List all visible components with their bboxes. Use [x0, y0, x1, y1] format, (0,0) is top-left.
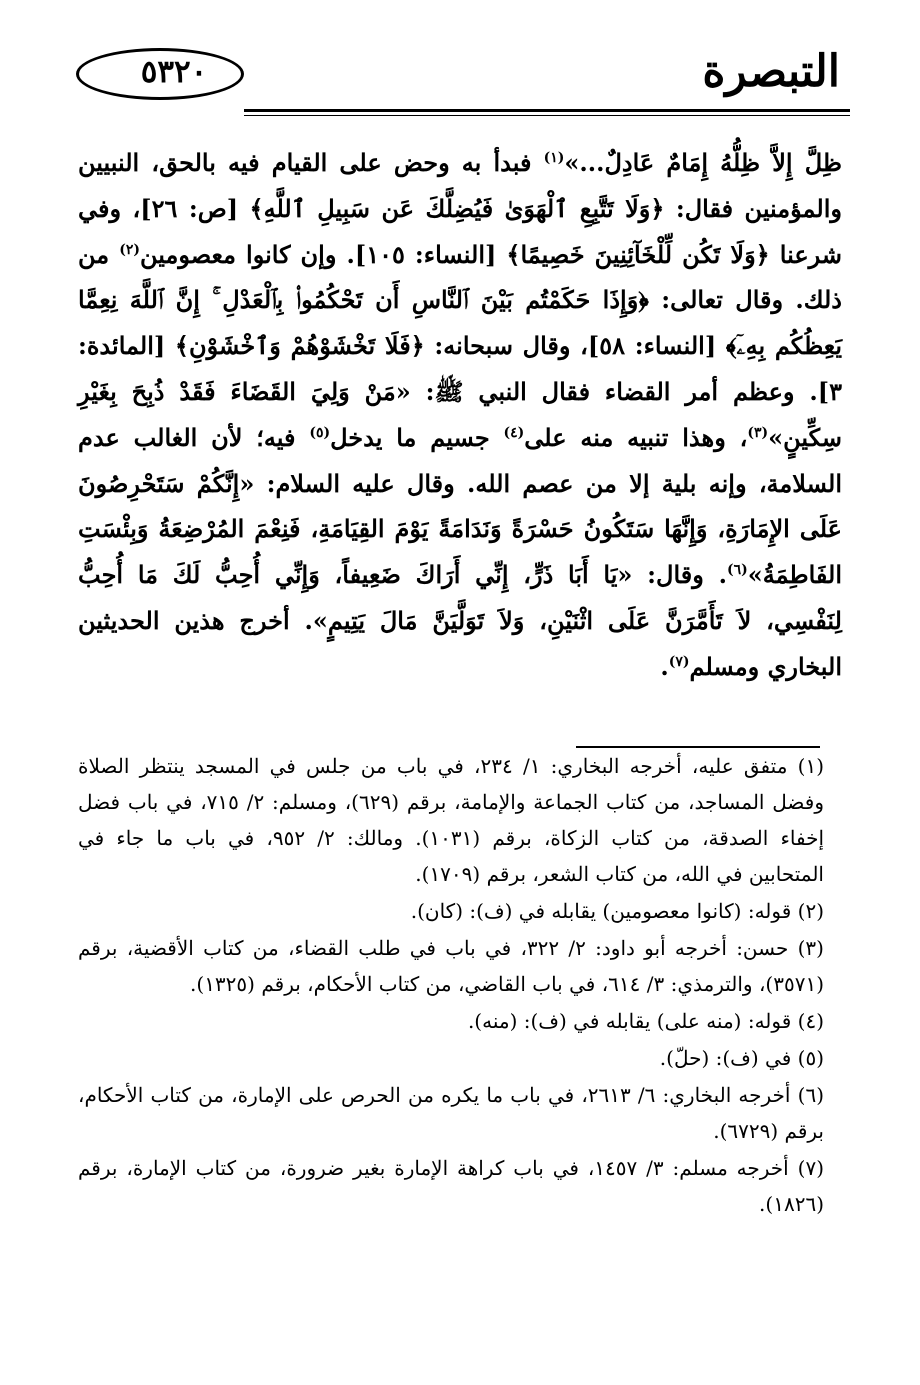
text-segment: فيه؛ لأن الغالب عدم السلامة، وإنه بلية إلا من عصم الله. وقال عليه السلام: «إِنَّكُمْ سَتَحْرِصُونَ عَلَى الإِمَارَةِ، وَإِنَّهَا سَتَكُونُ حَسْرَةً وَنَدَامَةً يَوْمَ القِيَامَةِ، فَنِعْمَ المُرْضِعَةُ وَبِئْسَتِ الفَاطِمَةُ»	[78, 422, 842, 590]
footnote-ref-4: (٤)	[503, 424, 525, 441]
header-rule	[244, 109, 850, 112]
text-segment: فبدأ به وحض على القيام فيه بالحق، النبيين والمؤمنين فقال: ﴿وَلَا تَتَّبِعِ ٱلْهَوَىٰ فَيُضِلَّكَ عَن سَبِيلِ ٱللَّهِ﴾ [ص: ٢٦]، وفي شرعنا ﴿وَلَا تَكُن لِّلْخَآئِنِينَ خَصِيمًا﴾ [النساء: ١٠٥]. وإن كانوا معصومين	[78, 148, 843, 269]
footnote-1: (١) متفق عليه، أخرجه البخاري: ١/ ٢٣٤، في باب من جلس في المسجد ينتظر الصلاة وفضل المساجد، من كتاب الجماعة والإمامة، برقم (٦٢٩)، ومسلم: ٢/ ٧١٥، في باب فضل إخفاء الصدقة، من كتاب الزكاة، برقم (١٠٣١). ومالك: ٢/ ٩٥٢، في باب ما جاء في المتحابين في الله، من كتاب الشعر، برقم (١٧٠٩).	[78, 754, 825, 886]
text-segment: من ذلك. وقال تعالى: ﴿وَإِذَا حَكَمْتُم بَيْنَ ٱلنَّاسِ أَن تَحْكُمُوا۟ بِٱلْعَدْلِ ۚ إِنَّ ٱللَّهَ نِعِمَّا يَعِظُكُم بِهِۦٓ﴾ [النساء: ٥٨]، وقال سبحانه: ﴿فَلَا تَخْشَوْهُمْ وَٱخْشَوْنِ﴾ [المائدة: ٣]. وعظم أمر القضاء فقال النبي ﷺ: «مَنْ وَلِيَ القَضَاءَ فَقَدْ ذُبِحَ بِغَيْرِ سِكِّينٍ»	[78, 239, 843, 452]
footnotes	[78, 746, 824, 1223]
main-paragraph	[78, 140, 842, 690]
page-header	[68, 38, 850, 120]
main-text	[78, 140, 842, 690]
text-segment: . وقال: «يَا أَبَا ذَرٍّ، إِنِّي أَرَاكَ ضَعِيفاً، وَإِنِّي أُحِبُّ لَكَ مَا أُحِبُّ لِنَفْسِي، لاَ تَأَمَّرَنَّ عَلَى اثْنَيْنِ، وَلاَ تَوَلَّيَنَّ مَالَ يَتِيمٍ». أخرج هذين الحديثين البخاري ومسلم	[78, 560, 842, 681]
text-segment: ، وهذا تنبيه منه على	[524, 422, 748, 452]
footnote-ref-1: (١)	[543, 150, 565, 166]
footnote-ref-2: (٢)	[119, 241, 140, 258]
text-segment: .	[660, 651, 669, 681]
page-number: ٥٣٢٠	[140, 54, 208, 90]
footnote-ref-3: (٣)	[747, 424, 769, 441]
book-title: التبصرة	[702, 46, 840, 97]
footnote-2: (٢) قوله: (كانوا معصومين) يقابله في (ف): (كان).	[410, 899, 824, 923]
footnote-5: (٥) في (ف): (حلّ).	[659, 1046, 824, 1070]
footnote-ref-5: (٥)	[309, 424, 331, 441]
footnote-ref-7: (٧)	[668, 653, 690, 670]
footnote-6: (٦) أخرجه البخاري: ٦/ ٢٦١٣، في باب ما يكره من الحرص على الإمارة، من كتاب الأحكام، برقم (٦٧٢٩).	[78, 1083, 824, 1143]
footnote-4: (٤) قوله: (منه على) يقابله في (ف): (منه).	[467, 1009, 824, 1033]
text-segment: ظِلَّ إِلاَّ ظِلُّهُ إِمَامٌ عَادِلٌ...»	[564, 148, 842, 177]
footnote-3: (٣) حسن: أخرجه أبو داود: ٢/ ٣٢٢، في باب في طلب القضاء، من كتاب الأقضية، برقم (٣٥٧١)، والترمذي: ٣/ ٦١٤، في باب القاضي، من كتاب الأحكام، برقم (١٣٢٥).	[78, 936, 824, 996]
text-segment: جسيم ما يدخل	[330, 422, 504, 452]
footnote-ref-6: (٦)	[726, 562, 748, 579]
header-rule-thin	[244, 115, 850, 116]
footnote-7: (٧) أخرجه مسلم: ٣/ ١٤٥٧، في باب كراهة الإمارة بغير ضرورة، من كتاب الإمارة، برقم (١٨٢٦).	[78, 1156, 824, 1216]
